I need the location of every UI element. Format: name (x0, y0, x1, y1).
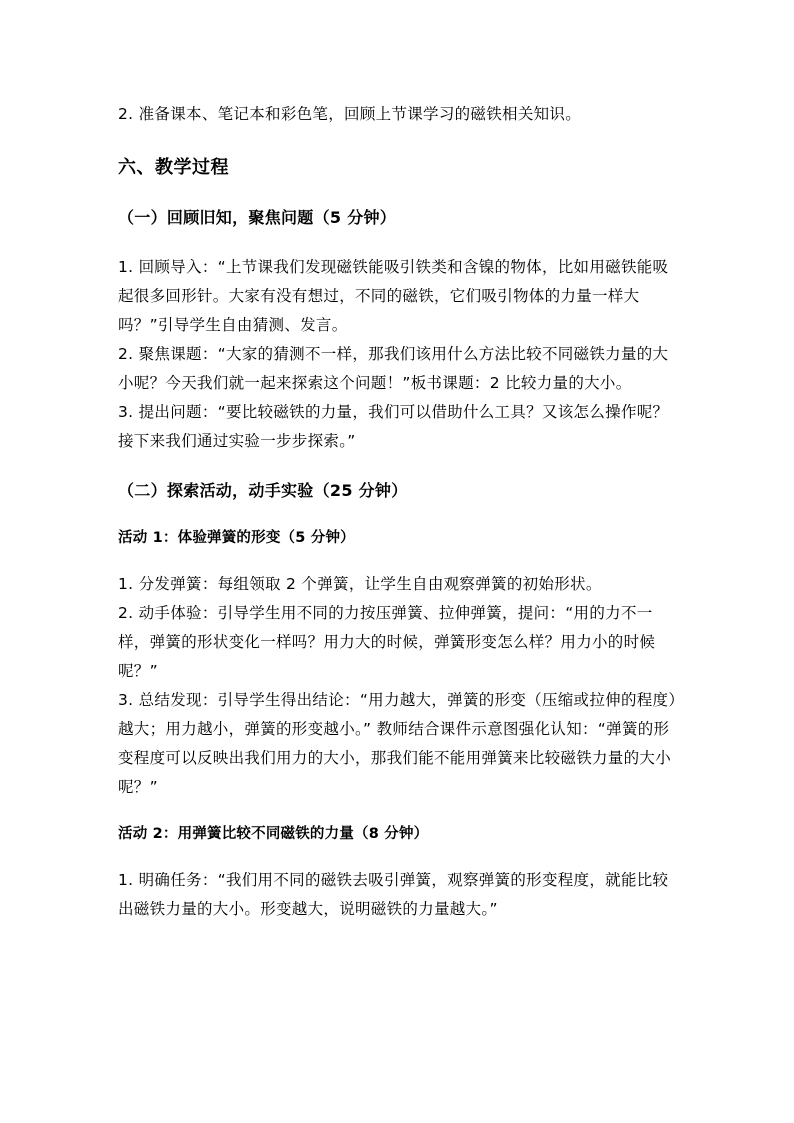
activity1-item-3: 3. 总结发现：引导学生得出结论：“用力越大，弹簧的形变（压缩或拉伸的程度）越大；用力越小，弹簧的形变越小。” 教师结合课件示意图强化认知：“弹簧的形变程度可以反映出我们用力的大小，那我们能不能用弹簧来比较磁铁力量的大小呢？” (118, 691, 677, 796)
prep-item-2: 2. 准备课本、笔记本和彩色笔，回顾上节课学习的磁铁相关知识。 (118, 105, 582, 123)
part1-item-2: 2. 聚焦课题：“大家的猜测不一样，那我们该用什么方法比较不同磁铁力量的大小呢？今天我们就一起来探索这个问题！”板书课题：2 比较力量的大小。 (118, 345, 669, 392)
part1-title: （一）回顾旧知，聚焦问题（5 分钟） (118, 208, 397, 227)
activity1-item-1: 1. 分发弹簧：每组领取 2 个弹簧，让学生自由观察弹簧的初始形状。 (118, 575, 602, 593)
activity1-item-2: 2. 动手体验：引导学生用不同的力按压弹簧、拉伸弹簧，提问：“用的力不一样，弹簧的形状变化一样吗？用力大的时候，弹簧形变怎么样？用力小的时候呢？” (118, 604, 656, 680)
part1-item-3: 3. 提出问题：“要比较磁铁的力量，我们可以借助什么工具？又该怎么操作呢？接下来我们通过实验一步步探索。” (118, 403, 669, 450)
part1-item-1: 1. 回顾导入：“上节课我们发现磁铁能吸引铁类和含镍的物体，比如用磁铁能吸起很多回形针。大家有没有想过，不同的磁铁，它们吸引物体的力量一样大吗？”引导学生自由猜测、发言。 (118, 258, 669, 334)
part2-title: （二）探索活动，动手实验（25 分钟） (118, 481, 408, 500)
activity2-item-1: 1. 明确任务：“我们用不同的磁铁去吸引弹簧，观察弹簧的形变程度，就能比较出磁铁力量的大小。形变越大，说明磁铁的力量越大。” (118, 871, 669, 918)
section-title: 六、教学过程 (118, 157, 229, 178)
document-body (118, 100, 678, 924)
activity1-title: 活动 1：体验弹簧的形变（5 分钟） (118, 530, 355, 546)
activity2-title: 活动 2：用弹簧比较不同磁铁的力量（8 分钟） (118, 826, 429, 842)
